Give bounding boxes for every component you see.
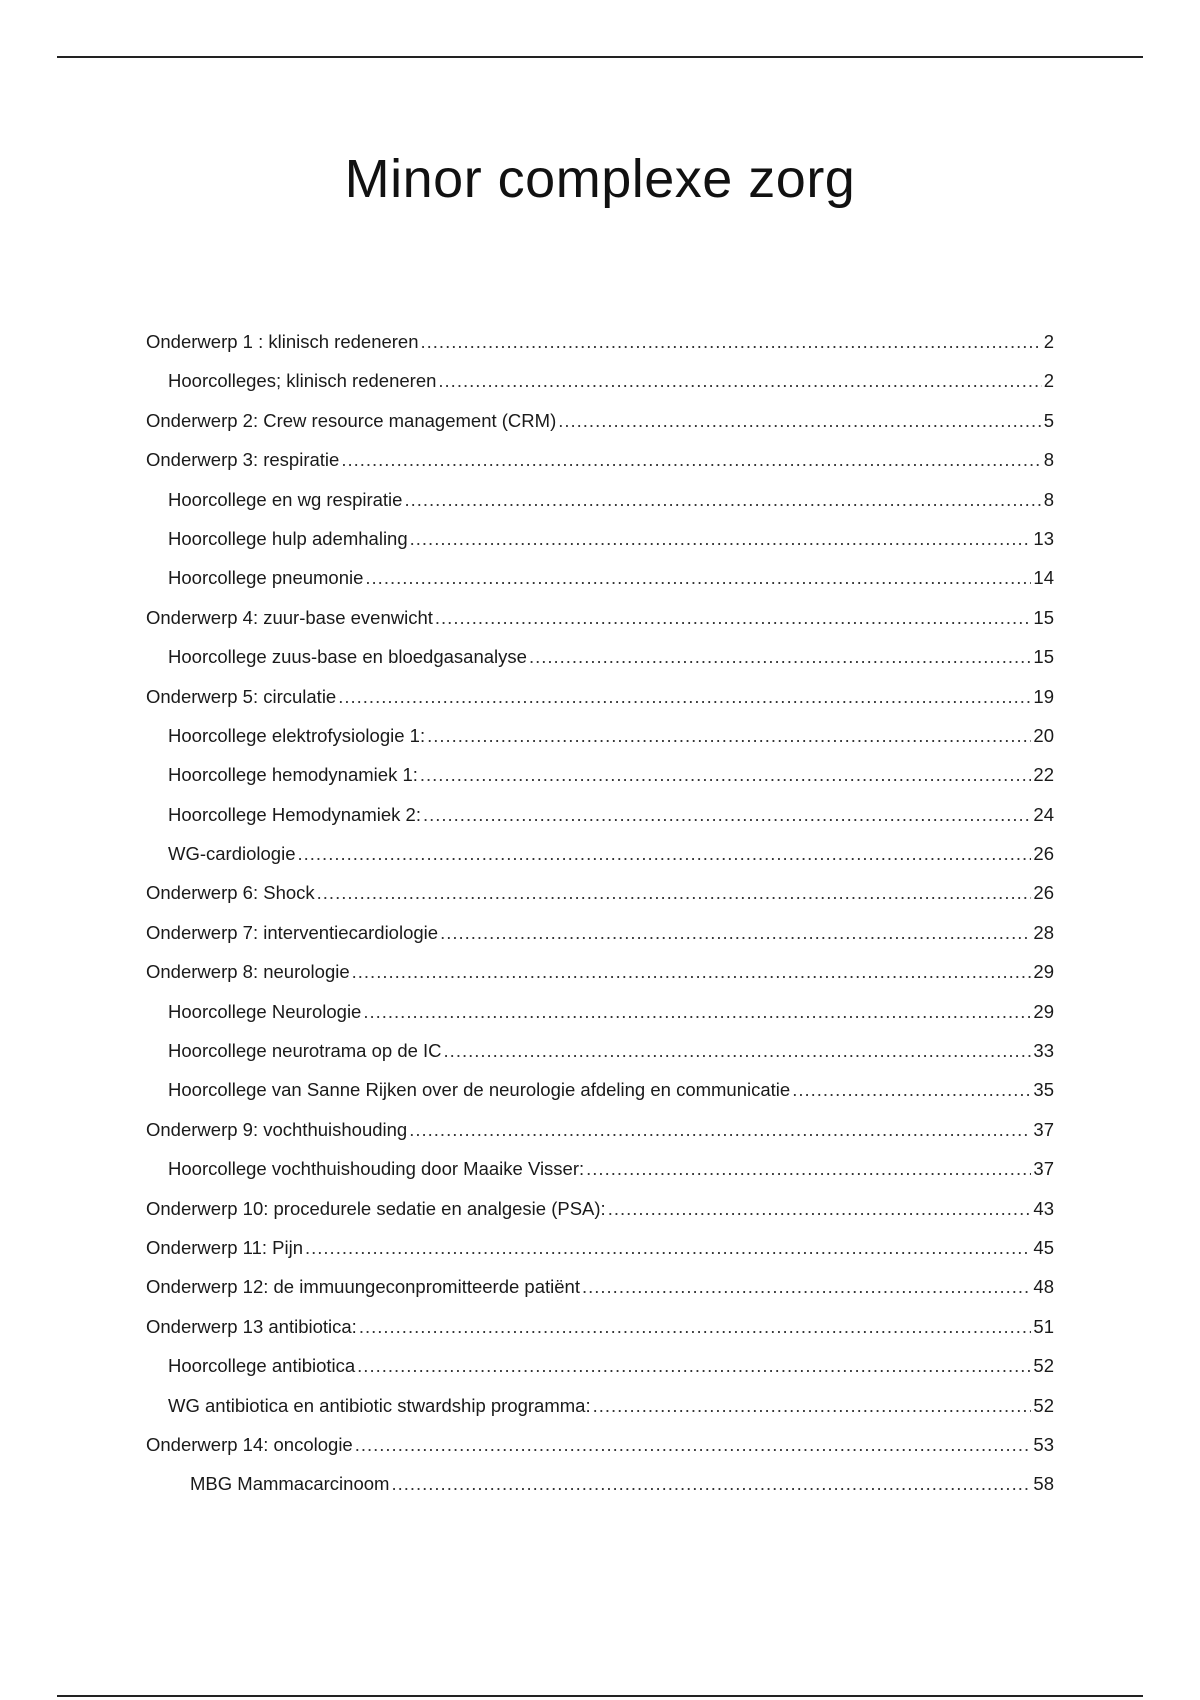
toc-dot-leader (305, 1228, 1031, 1267)
toc-dot-leader (427, 716, 1031, 755)
toc-entry-label: Onderwerp 13 antibiotica: (146, 1315, 357, 1337)
toc-entry[interactable] (146, 1031, 1054, 1070)
document-title: Minor complexe zorg (344, 149, 856, 209)
toc-entry[interactable] (146, 519, 1054, 558)
toc-entry-label: Hoorcollege hemodynamiek 1: (168, 764, 418, 786)
toc-entry-page-number: 52 (1033, 1394, 1054, 1416)
toc-dot-leader (352, 952, 1032, 991)
toc-entry-label: Onderwerp 9: vochthuishouding (146, 1118, 408, 1140)
toc-entry-page-number: 2 (1043, 331, 1054, 352)
toc-dot-leader (409, 1110, 1031, 1149)
toc-dot-leader (410, 519, 1032, 558)
toc-entry[interactable] (146, 1267, 1054, 1306)
toc-entry-page-number: 58 (1033, 1473, 1054, 1495)
toc-dot-leader (365, 558, 1031, 597)
toc-entry[interactable] (146, 913, 1054, 952)
toc-entry-page-number: 33 (1033, 1040, 1054, 1062)
toc-entry[interactable] (146, 834, 1054, 873)
toc-entry[interactable] (146, 1386, 1054, 1425)
toc-entry[interactable] (146, 1189, 1054, 1228)
toc-dot-leader (529, 637, 1031, 676)
toc-dot-leader (317, 873, 1032, 912)
table-of-contents (146, 322, 1054, 1504)
toc-entry-label: Onderwerp 11: Pijn (146, 1236, 303, 1258)
toc-entry-page-number: 13 (1033, 527, 1054, 549)
toc-entry-label: Onderwerp 14: oncologie (146, 1433, 353, 1455)
toc-entry-label: Hoorcollege Hemodynamiek 2: (168, 803, 421, 825)
toc-entry[interactable] (146, 1307, 1054, 1346)
toc-dot-leader (363, 992, 1031, 1031)
toc-entry-label: Hoorcolleges; klinisch redeneren (168, 370, 437, 392)
toc-dot-leader (435, 598, 1032, 637)
toc-entry[interactable] (146, 558, 1054, 597)
toc-entry[interactable] (146, 401, 1054, 440)
toc-entry-page-number: 51 (1033, 1315, 1054, 1337)
toc-dot-leader (582, 1267, 1031, 1306)
toc-dot-leader (359, 1307, 1032, 1346)
toc-entry[interactable] (146, 795, 1054, 834)
toc-entry-page-number: 20 (1033, 724, 1054, 746)
toc-entry-page-number: 2 (1043, 370, 1054, 392)
toc-entry[interactable] (146, 755, 1054, 794)
toc-entry-page-number: 48 (1033, 1276, 1054, 1298)
toc-entry[interactable] (146, 1110, 1054, 1149)
toc-entry[interactable] (146, 1070, 1054, 1109)
toc-entry-label: Hoorcollege Neurologie (168, 1000, 362, 1022)
toc-dot-leader (593, 1386, 1032, 1425)
toc-entry-label: Onderwerp 1 : klinisch redeneren (146, 331, 419, 352)
toc-entry[interactable] (146, 361, 1054, 400)
toc-entry-page-number: 37 (1033, 1158, 1054, 1180)
toc-entry-page-number: 26 (1033, 882, 1054, 904)
header-rule (57, 56, 1143, 58)
toc-entry-page-number: 37 (1033, 1118, 1054, 1140)
toc-entry-label: Onderwerp 5: circulatie (146, 685, 337, 707)
toc-dot-leader (338, 677, 1031, 716)
toc-entry[interactable] (146, 1228, 1054, 1267)
toc-entry[interactable] (146, 992, 1054, 1031)
toc-entry-label: Onderwerp 12: de immuungeconpromitteerde patiënt (146, 1276, 580, 1298)
toc-entry-label: Hoorcollege pneumonie (168, 567, 364, 589)
toc-dot-leader (440, 913, 1031, 952)
toc-entry-page-number: 15 (1033, 646, 1054, 668)
toc-dot-leader (438, 361, 1041, 400)
toc-entry[interactable] (146, 598, 1054, 637)
toc-entry-page-number: 29 (1033, 1000, 1054, 1022)
toc-dot-leader (444, 1031, 1032, 1070)
toc-entry[interactable] (146, 1425, 1054, 1464)
toc-entry-label: Hoorcollege antibiotica (168, 1355, 356, 1377)
toc-entry-page-number: 15 (1033, 606, 1054, 628)
toc-entry-page-number: 52 (1033, 1355, 1054, 1377)
toc-entry-page-number: 45 (1033, 1236, 1054, 1258)
toc-entry-page-number: 14 (1033, 567, 1054, 589)
toc-entry[interactable] (146, 1346, 1054, 1385)
toc-dot-leader (355, 1425, 1032, 1464)
toc-entry-page-number: 35 (1033, 1079, 1054, 1101)
toc-entry[interactable] (146, 677, 1054, 716)
toc-entry-page-number: 22 (1033, 764, 1054, 786)
toc-entry-label: Onderwerp 7: interventiecardiologie (146, 921, 439, 943)
toc-entry[interactable] (146, 480, 1054, 519)
toc-entry-page-number: 29 (1033, 961, 1054, 983)
toc-dot-leader (558, 401, 1041, 440)
toc-dot-leader (404, 480, 1041, 519)
toc-entry-label: Onderwerp 3: respiratie (146, 449, 340, 471)
toc-entry[interactable] (146, 1464, 1054, 1503)
toc-entry[interactable] (146, 873, 1054, 912)
toc-entry[interactable] (146, 1149, 1054, 1188)
toc-entry-label: Hoorcollege vochthuishouding door Maaike Visser: (168, 1158, 585, 1180)
toc-dot-leader (341, 440, 1041, 479)
toc-entry-label: WG antibiotica en antibiotic stwardship programma: (168, 1394, 591, 1416)
toc-dot-leader (586, 1149, 1031, 1188)
toc-entry-label: Hoorcollege neurotrama op de IC (168, 1040, 442, 1062)
toc-entry-label: MBG Mammacarcinoom (190, 1473, 390, 1495)
toc-entry-page-number: 8 (1043, 488, 1054, 510)
toc-entry-page-number: 43 (1033, 1197, 1054, 1219)
toc-entry[interactable] (146, 716, 1054, 755)
toc-entry-label: Hoorcollege hulp ademhaling (168, 527, 408, 549)
toc-entry-label: Onderwerp 2: Crew resource management (CRM) (146, 409, 557, 431)
toc-dot-leader (357, 1346, 1031, 1385)
toc-entry-label: Onderwerp 8: neurologie (146, 961, 350, 983)
toc-entry-label: Onderwerp 10: procedurele sedatie en analgesie (PSA): (146, 1197, 606, 1219)
toc-dot-leader (391, 1464, 1031, 1503)
toc-entry-label: Hoorcollege zuus-base en bloedgasanalyse (168, 646, 527, 668)
toc-dot-leader (423, 795, 1031, 834)
toc-entry-page-number: 28 (1033, 921, 1054, 943)
toc-entry-label: Hoorcollege van Sanne Rijken over de neurologie afdeling en communicatie (168, 1079, 791, 1101)
toc-entry-page-number: 19 (1033, 685, 1054, 707)
toc-dot-leader (608, 1189, 1032, 1228)
toc-entry-page-number: 8 (1043, 449, 1054, 471)
toc-entry-label: Onderwerp 6: Shock (146, 882, 315, 904)
toc-entry-page-number: 53 (1033, 1433, 1054, 1455)
toc-entry-label: Onderwerp 4: zuur-base evenwicht (146, 606, 433, 628)
toc-entry-label: Hoorcollege en wg respiratie (168, 488, 403, 510)
toc-entry[interactable] (146, 440, 1054, 479)
toc-entry-page-number: 26 (1033, 843, 1054, 865)
toc-dot-leader (421, 322, 1042, 361)
toc-entry-page-number: 5 (1043, 409, 1054, 431)
footer-rule (57, 1695, 1143, 1697)
toc-entry-label: WG-cardiologie (168, 843, 296, 865)
toc-entry-page-number: 24 (1033, 803, 1054, 825)
toc-dot-leader (792, 1070, 1031, 1109)
toc-entry[interactable] (146, 322, 1054, 361)
toc-entry[interactable] (146, 637, 1054, 676)
toc-dot-leader (298, 834, 1032, 873)
toc-entry[interactable] (146, 952, 1054, 991)
toc-dot-leader (420, 755, 1032, 794)
toc-entry-label: Hoorcollege elektrofysiologie 1: (168, 724, 426, 746)
